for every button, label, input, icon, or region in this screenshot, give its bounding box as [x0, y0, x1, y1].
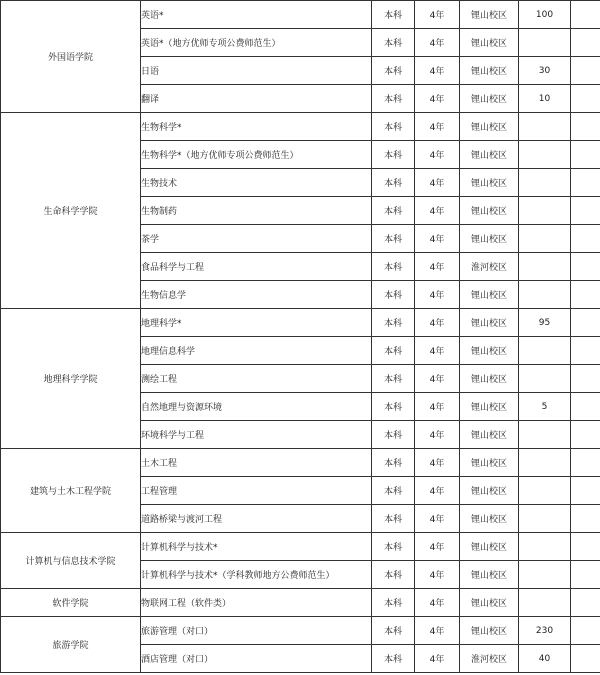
- years-cell: 4年: [415, 337, 460, 365]
- level-cell: 本科: [372, 29, 415, 57]
- quota-b-cell: [571, 337, 600, 365]
- years-cell: 4年: [415, 449, 460, 477]
- quota-a-cell: [519, 197, 571, 225]
- campus-cell: 锂山校区: [460, 365, 519, 393]
- years-cell: 4年: [415, 113, 460, 141]
- quota-a-cell: [519, 169, 571, 197]
- years-cell: 4年: [415, 645, 460, 673]
- years-cell: 4年: [415, 281, 460, 309]
- level-cell: 本科: [372, 253, 415, 281]
- campus-cell: 锂山校区: [460, 113, 519, 141]
- table-row: [1, 533, 600, 561]
- campus-cell: 锂山校区: [460, 85, 519, 113]
- years-cell: 4年: [415, 253, 460, 281]
- quota-b-cell: [571, 365, 600, 393]
- college-cell: 建筑与土木工程学院: [1, 449, 141, 533]
- level-cell: 本科: [372, 421, 415, 449]
- level-cell: 本科: [372, 281, 415, 309]
- college-cell: 旅游学院: [1, 617, 141, 673]
- campus-cell: 淮河校区: [460, 253, 519, 281]
- quota-a-cell: [519, 365, 571, 393]
- quota-b-cell: [571, 1, 600, 29]
- quota-b-cell: [571, 85, 600, 113]
- quota-b-cell: [571, 113, 600, 141]
- years-cell: 4年: [415, 421, 460, 449]
- campus-cell: 锂山校区: [460, 589, 519, 617]
- college-cell: 地理科学学院: [1, 309, 141, 449]
- years-cell: 4年: [415, 57, 460, 85]
- level-cell: 本科: [372, 225, 415, 253]
- level-cell: 本科: [372, 477, 415, 505]
- college-cell: 外国语学院: [1, 1, 141, 113]
- quota-b-cell: [571, 197, 600, 225]
- campus-cell: 锂山校区: [460, 281, 519, 309]
- years-cell: 4年: [415, 365, 460, 393]
- quota-b-cell: [571, 309, 600, 337]
- quota-a-cell: [519, 281, 571, 309]
- quota-b-cell: [571, 169, 600, 197]
- major-cell: 茶学: [141, 225, 372, 253]
- level-cell: 本科: [372, 449, 415, 477]
- table-row: [1, 309, 600, 337]
- years-cell: 4年: [415, 29, 460, 57]
- years-cell: 4年: [415, 85, 460, 113]
- quota-a-cell: [519, 337, 571, 365]
- campus-cell: 锂山校区: [460, 421, 519, 449]
- major-cell: 生物科学*（地方优师专项公费师范生）: [141, 141, 372, 169]
- campus-cell: 锂山校区: [460, 141, 519, 169]
- quota-a-cell: [519, 505, 571, 533]
- level-cell: 本科: [372, 561, 415, 589]
- quota-a-cell: [519, 141, 571, 169]
- quota-b-cell: [571, 449, 600, 477]
- campus-cell: 锂山校区: [460, 337, 519, 365]
- level-cell: 本科: [372, 617, 415, 645]
- campus-cell: 锂山校区: [460, 393, 519, 421]
- quota-b-cell: [571, 561, 600, 589]
- campus-cell: 锂山校区: [460, 309, 519, 337]
- level-cell: 本科: [372, 85, 415, 113]
- quota-a-cell: [519, 561, 571, 589]
- years-cell: 4年: [415, 505, 460, 533]
- major-cell: 计算机科学与技术*（学科教师地方公费师范生）: [141, 561, 372, 589]
- quota-a-cell: [519, 421, 571, 449]
- major-cell: 旅游管理（对口）: [141, 617, 372, 645]
- campus-cell: 锂山校区: [460, 533, 519, 561]
- years-cell: 4年: [415, 617, 460, 645]
- years-cell: 4年: [415, 477, 460, 505]
- quota-a-cell: [519, 113, 571, 141]
- campus-cell: 锂山校区: [460, 617, 519, 645]
- quota-b-cell: [571, 589, 600, 617]
- quota-b-cell: [571, 421, 600, 449]
- quota-b-cell: [571, 477, 600, 505]
- quota-b-cell: [571, 393, 600, 421]
- quota-a-cell: 30: [519, 57, 571, 85]
- level-cell: 本科: [372, 393, 415, 421]
- level-cell: 本科: [372, 169, 415, 197]
- table-body: [1, 1, 600, 673]
- years-cell: 4年: [415, 169, 460, 197]
- college-cell: 计算机与信息技术学院: [1, 533, 141, 589]
- years-cell: 4年: [415, 197, 460, 225]
- quota-a-cell: [519, 225, 571, 253]
- years-cell: 4年: [415, 309, 460, 337]
- campus-cell: 锂山校区: [460, 449, 519, 477]
- campus-cell: 锂山校区: [460, 225, 519, 253]
- major-cell: 日语: [141, 57, 372, 85]
- major-cell: 生物科学*: [141, 113, 372, 141]
- level-cell: 本科: [372, 197, 415, 225]
- quota-a-cell: 100: [519, 1, 571, 29]
- major-cell: 测绘工程: [141, 365, 372, 393]
- campus-cell: 淮河校区: [460, 645, 519, 673]
- quota-a-cell: [519, 29, 571, 57]
- quota-b-cell: [571, 141, 600, 169]
- level-cell: 本科: [372, 1, 415, 29]
- years-cell: 4年: [415, 393, 460, 421]
- table-row: [1, 617, 600, 645]
- quota-a-cell: 5: [519, 393, 571, 421]
- years-cell: 4年: [415, 1, 460, 29]
- major-cell: 生物技术: [141, 169, 372, 197]
- quota-b-cell: [571, 253, 600, 281]
- major-cell: 地理科学*: [141, 309, 372, 337]
- campus-cell: 锂山校区: [460, 169, 519, 197]
- table-row: [1, 1, 600, 29]
- years-cell: 4年: [415, 533, 460, 561]
- quota-b-cell: [571, 29, 600, 57]
- years-cell: 4年: [415, 141, 460, 169]
- level-cell: 本科: [372, 645, 415, 673]
- campus-cell: 锂山校区: [460, 1, 519, 29]
- table-row: [1, 113, 600, 141]
- major-cell: 生物制药: [141, 197, 372, 225]
- college-cell: 软件学院: [1, 589, 141, 617]
- campus-cell: 锂山校区: [460, 197, 519, 225]
- years-cell: 4年: [415, 225, 460, 253]
- quota-b-cell: [571, 505, 600, 533]
- quota-b-cell: [571, 281, 600, 309]
- level-cell: 本科: [372, 505, 415, 533]
- quota-a-cell: [519, 477, 571, 505]
- campus-cell: 锂山校区: [460, 477, 519, 505]
- quota-a-cell: 230: [519, 617, 571, 645]
- major-cell: 酒店管理（对口）: [141, 645, 372, 673]
- quota-b-cell: [571, 645, 600, 673]
- quota-a-cell: [519, 449, 571, 477]
- level-cell: 本科: [372, 57, 415, 85]
- quota-a-cell: [519, 253, 571, 281]
- quota-a-cell: 10: [519, 85, 571, 113]
- major-cell: 英语*: [141, 1, 372, 29]
- major-cell: 翻译: [141, 85, 372, 113]
- quota-a-cell: [519, 589, 571, 617]
- campus-cell: 锂山校区: [460, 505, 519, 533]
- quota-a-cell: [519, 533, 571, 561]
- quota-b-cell: [571, 225, 600, 253]
- quota-b-cell: [571, 617, 600, 645]
- level-cell: 本科: [372, 337, 415, 365]
- college-cell: 生命科学学院: [1, 113, 141, 309]
- major-cell: 土木工程: [141, 449, 372, 477]
- major-cell: 道路桥梁与渡河工程: [141, 505, 372, 533]
- quota-b-cell: [571, 533, 600, 561]
- major-cell: 食品科学与工程: [141, 253, 372, 281]
- major-cell: 地理信息科学: [141, 337, 372, 365]
- level-cell: 本科: [372, 533, 415, 561]
- level-cell: 本科: [372, 589, 415, 617]
- campus-cell: 锂山校区: [460, 57, 519, 85]
- table-row: [1, 589, 600, 617]
- years-cell: 4年: [415, 589, 460, 617]
- quota-a-cell: 95: [519, 309, 571, 337]
- campus-cell: 锂山校区: [460, 29, 519, 57]
- quota-b-cell: [571, 57, 600, 85]
- major-cell: 英语*（地方优师专项公费师范生）: [141, 29, 372, 57]
- level-cell: 本科: [372, 113, 415, 141]
- major-cell: 物联网工程（软件类）: [141, 589, 372, 617]
- level-cell: 本科: [372, 141, 415, 169]
- major-cell: 环境科学与工程: [141, 421, 372, 449]
- major-cell: 自然地理与资源环境: [141, 393, 372, 421]
- level-cell: 本科: [372, 365, 415, 393]
- major-cell: 工程管理: [141, 477, 372, 505]
- table-row: [1, 449, 600, 477]
- level-cell: 本科: [372, 309, 415, 337]
- quota-a-cell: 40: [519, 645, 571, 673]
- years-cell: 4年: [415, 561, 460, 589]
- campus-cell: 锂山校区: [460, 561, 519, 589]
- major-cell: 生物信息学: [141, 281, 372, 309]
- major-cell: 计算机科学与技术*: [141, 533, 372, 561]
